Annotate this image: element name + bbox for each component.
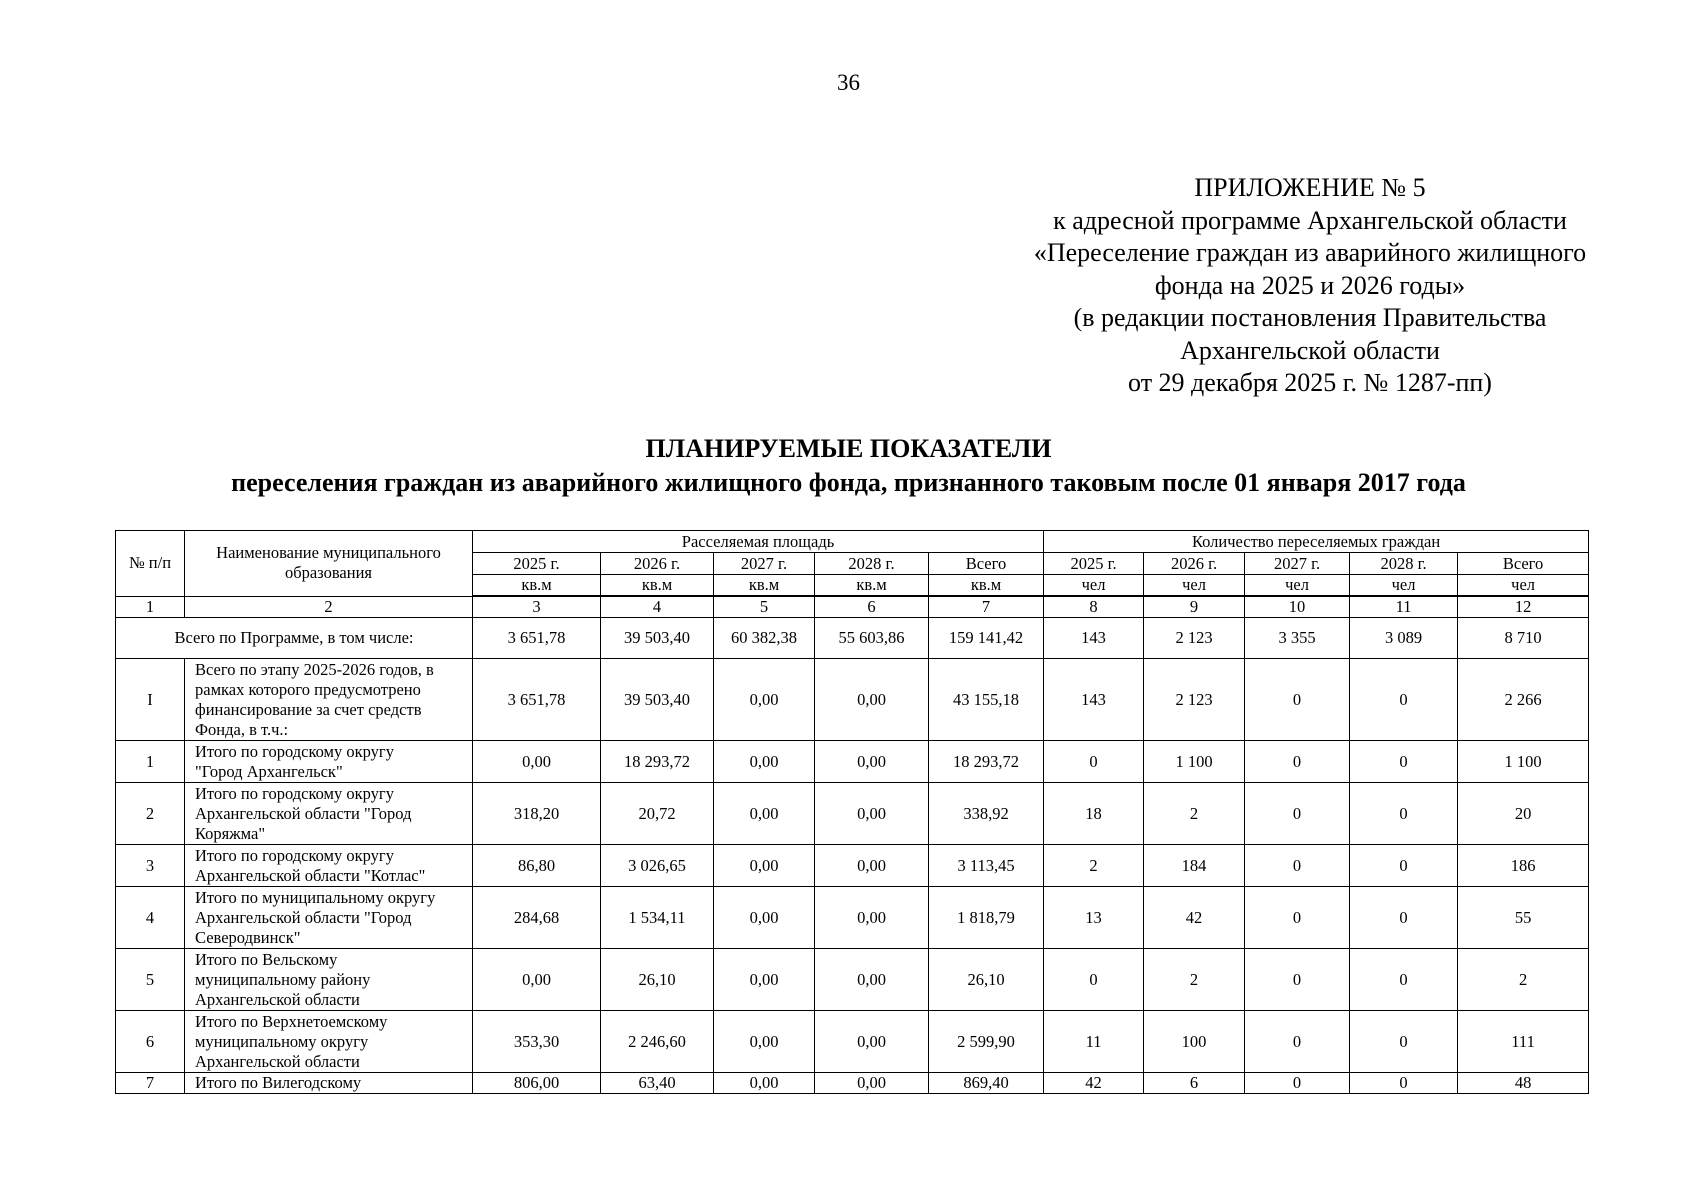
total-label: Всего по Программе, в том числе: <box>116 618 473 659</box>
header-row-column-numbers <box>116 596 1589 618</box>
row-name <box>185 741 473 783</box>
row-value: 0 <box>1245 783 1350 845</box>
row-name-line: Фонда, в т.ч.: <box>195 719 289 739</box>
row-value: 20,72 <box>601 783 714 845</box>
table-row <box>116 845 1589 887</box>
row-value: 0 <box>1245 1073 1350 1094</box>
row-value: 26,10 <box>929 949 1044 1011</box>
row-name-line: Архангельской области "Город <box>195 803 412 823</box>
header-year: 2025 г. <box>473 553 601 575</box>
row-value: 11 <box>1044 1011 1144 1073</box>
row-value: 0 <box>1350 1073 1458 1094</box>
header-year: 2027 г. <box>1245 553 1350 575</box>
row-value: 43 155,18 <box>929 659 1044 741</box>
header-area-group: Расселяемая площадь <box>473 531 1044 553</box>
row-name-line: Северодвинск" <box>195 927 301 947</box>
header-unit: чел <box>1245 575 1350 597</box>
header-year: 2025 г. <box>1044 553 1144 575</box>
row-name <box>185 659 473 741</box>
column-number: 2 <box>185 596 473 618</box>
row-value: 2 599,90 <box>929 1011 1044 1073</box>
row-name <box>185 1073 473 1094</box>
column-number: 11 <box>1350 596 1458 618</box>
row-name-line: финансирование за счет средств <box>195 699 422 719</box>
row-name-line: Архангельской области <box>195 1051 360 1071</box>
table-row <box>116 659 1589 741</box>
total-value: 159 141,42 <box>929 618 1044 659</box>
row-value: 0,00 <box>714 783 815 845</box>
title-main: ПЛАНИРУЕМЫЕ ПОКАЗАТЕЛИ <box>645 434 1052 463</box>
row-value: 0 <box>1350 659 1458 741</box>
row-value: 42 <box>1044 1073 1144 1094</box>
total-value: 3 089 <box>1350 618 1458 659</box>
row-value: 0,00 <box>815 659 929 741</box>
column-number: 6 <box>815 596 929 618</box>
row-number: 5 <box>116 949 185 1011</box>
row-number: I <box>116 659 185 741</box>
table-row <box>116 783 1589 845</box>
page-number: 36 <box>837 70 860 95</box>
header-unit: кв.м <box>815 575 929 597</box>
row-value: 1 100 <box>1144 741 1245 783</box>
row-value: 3 026,65 <box>601 845 714 887</box>
row-name-line: Итого по Верхнетоемскому <box>195 1011 388 1031</box>
table-row <box>116 887 1589 949</box>
header-unit: чел <box>1458 575 1589 597</box>
row-value: 0,00 <box>714 1073 815 1094</box>
header-year: 2028 г. <box>1350 553 1458 575</box>
header-unit: кв.м <box>929 575 1044 597</box>
header-unit: кв.м <box>714 575 815 597</box>
row-value: 0 <box>1350 887 1458 949</box>
header-people-group: Количество переселяемых граждан <box>1044 531 1589 553</box>
row-value: 186 <box>1458 845 1589 887</box>
row-value: 39 503,40 <box>601 659 714 741</box>
row-value: 0 <box>1044 949 1144 1011</box>
row-value: 0,00 <box>815 949 929 1011</box>
column-number: 9 <box>1144 596 1245 618</box>
row-value: 1 534,11 <box>601 887 714 949</box>
appendix-line: от 29 декабря 2025 г. № 1287-пп) <box>1128 368 1492 397</box>
row-value: 3 651,78 <box>473 659 601 741</box>
row-number: 4 <box>116 887 185 949</box>
row-value: 18 293,72 <box>601 741 714 783</box>
row-name <box>185 1011 473 1073</box>
row-name <box>185 949 473 1011</box>
row-value: 86,80 <box>473 845 601 887</box>
row-value: 0 <box>1245 887 1350 949</box>
row-value: 2 <box>1144 949 1245 1011</box>
table-row <box>116 741 1589 783</box>
row-value: 0,00 <box>714 949 815 1011</box>
row-value: 0,00 <box>714 1011 815 1073</box>
row-value: 3 113,45 <box>929 845 1044 887</box>
row-value: 0,00 <box>815 741 929 783</box>
row-name <box>185 845 473 887</box>
row-value: 18 293,72 <box>929 741 1044 783</box>
row-value: 55 <box>1458 887 1589 949</box>
row-value: 18 <box>1044 783 1144 845</box>
row-value: 48 <box>1458 1073 1589 1094</box>
total-value: 60 382,38 <box>714 618 815 659</box>
table-row <box>116 949 1589 1011</box>
appendix-line: ПРИЛОЖЕНИЕ № 5 <box>1194 173 1426 202</box>
column-number: 3 <box>473 596 601 618</box>
appendix-line: фонда на 2025 и 2026 годы» <box>1154 270 1466 300</box>
total-value: 55 603,86 <box>815 618 929 659</box>
row-value: 0 <box>1245 949 1350 1011</box>
row-value: 0 <box>1350 949 1458 1011</box>
document-title <box>0 432 1697 500</box>
row-value: 806,00 <box>473 1073 601 1094</box>
row-value: 0,00 <box>473 741 601 783</box>
row-value: 13 <box>1044 887 1144 949</box>
header-year: Всего <box>1458 553 1589 575</box>
row-value: 0,00 <box>815 887 929 949</box>
row-name-line: Итого по Вилегодскому <box>195 1073 362 1092</box>
indicators-table <box>115 530 1589 1094</box>
header-name: Наименование муниципального образования <box>185 531 473 597</box>
row-name-line: "Город Архангельск" <box>195 761 343 781</box>
row-name-line: Архангельской области <box>195 989 360 1009</box>
appendix-header <box>985 172 1635 400</box>
row-number: 7 <box>116 1073 185 1094</box>
row-value: 100 <box>1144 1011 1245 1073</box>
column-number: 8 <box>1044 596 1144 618</box>
header-year: Всего <box>929 553 1044 575</box>
row-value: 1 818,79 <box>929 887 1044 949</box>
header-num: № п/п <box>116 531 185 597</box>
row-name-line: Всего по этапу 2025-2026 годов, в <box>195 659 434 679</box>
total-value: 3 355 <box>1245 618 1350 659</box>
row-value: 2 <box>1458 949 1589 1011</box>
total-value: 143 <box>1044 618 1144 659</box>
row-value: 0,00 <box>714 845 815 887</box>
table-body <box>116 531 1589 1094</box>
total-value: 39 503,40 <box>601 618 714 659</box>
row-name <box>185 783 473 845</box>
row-value: 143 <box>1044 659 1144 741</box>
column-number: 5 <box>714 596 815 618</box>
row-value: 2 <box>1144 783 1245 845</box>
row-value: 0,00 <box>815 1073 929 1094</box>
row-value: 0 <box>1245 741 1350 783</box>
row-value: 0,00 <box>473 949 601 1011</box>
table-row <box>116 1011 1589 1073</box>
column-number: 4 <box>601 596 714 618</box>
row-name-line: Итого по городскому округу <box>195 845 394 865</box>
row-value: 0,00 <box>714 887 815 949</box>
row-name-line: Архангельской области "Город <box>195 907 412 927</box>
column-number: 12 <box>1458 596 1589 618</box>
row-value: 2 246,60 <box>601 1011 714 1073</box>
row-name-line: Коряжма" <box>195 823 266 843</box>
total-value: 8 710 <box>1458 618 1589 659</box>
row-number: 2 <box>116 783 185 845</box>
table-row <box>116 1073 1589 1094</box>
appendix-line: Архангельской области <box>1180 335 1440 365</box>
header-row-groups <box>116 531 1589 553</box>
row-value: 184 <box>1144 845 1245 887</box>
row-value: 6 <box>1144 1073 1245 1094</box>
row-value: 284,68 <box>473 887 601 949</box>
row-value: 2 <box>1044 845 1144 887</box>
row-name <box>185 887 473 949</box>
appendix-line: к адресной программе Архангельской области <box>1053 205 1567 235</box>
total-value: 2 123 <box>1144 618 1245 659</box>
row-value: 0 <box>1350 741 1458 783</box>
column-number: 10 <box>1245 596 1350 618</box>
row-name-line: Итого по городскому округу <box>195 741 394 761</box>
row-value: 2 123 <box>1144 659 1245 741</box>
row-value: 0 <box>1245 659 1350 741</box>
row-value: 111 <box>1458 1011 1589 1073</box>
header-unit: чел <box>1350 575 1458 597</box>
row-number: 1 <box>116 741 185 783</box>
header-unit: кв.м <box>601 575 714 597</box>
row-value: 0 <box>1350 1011 1458 1073</box>
title-subtitle: переселения граждан из аварийного жилищного фонда, признанного таковым после 01 января 2017 года <box>231 468 1466 497</box>
header-year: 2027 г. <box>714 553 815 575</box>
row-value: 0 <box>1044 741 1144 783</box>
row-value: 0,00 <box>815 783 929 845</box>
total-value: 3 651,78 <box>473 618 601 659</box>
row-value: 353,30 <box>473 1011 601 1073</box>
row-value: 0,00 <box>714 741 815 783</box>
row-value: 0,00 <box>815 845 929 887</box>
row-value: 0 <box>1245 1011 1350 1073</box>
row-number: 3 <box>116 845 185 887</box>
header-year: 2026 г. <box>601 553 714 575</box>
row-name-line: рамках которого предусмотрено <box>195 679 421 699</box>
row-value: 20 <box>1458 783 1589 845</box>
row-name-line: Архангельской области "Котлас" <box>195 865 426 885</box>
row-name-line: Итого по Вельскому <box>195 949 338 969</box>
table-row-total <box>116 618 1589 659</box>
row-value: 63,40 <box>601 1073 714 1094</box>
appendix-line: (в редакции постановления Правительства <box>1073 303 1547 332</box>
header-year: 2026 г. <box>1144 553 1245 575</box>
row-value: 26,10 <box>601 949 714 1011</box>
header-year: 2028 г. <box>815 553 929 575</box>
row-name-line: Итого по городскому округу <box>195 783 394 803</box>
appendix-line: «Переселение граждан из аварийного жилищного <box>1033 238 1587 267</box>
column-number: 7 <box>929 596 1044 618</box>
row-name-line: Итого по муниципальному округу <box>195 887 436 907</box>
row-name-line: муниципальному округу <box>195 1031 369 1051</box>
row-name-line: муниципальному району <box>195 969 371 989</box>
column-number: 1 <box>116 596 185 618</box>
row-value: 0,00 <box>714 659 815 741</box>
row-value: 42 <box>1144 887 1245 949</box>
row-value: 869,40 <box>929 1073 1044 1094</box>
row-value: 318,20 <box>473 783 601 845</box>
row-value: 0 <box>1350 845 1458 887</box>
row-value: 0 <box>1350 783 1458 845</box>
header-unit: чел <box>1144 575 1245 597</box>
row-number: 6 <box>116 1011 185 1073</box>
row-value: 1 100 <box>1458 741 1589 783</box>
header-unit: чел <box>1044 575 1144 597</box>
header-unit: кв.м <box>473 575 601 597</box>
row-value: 338,92 <box>929 783 1044 845</box>
row-value: 2 266 <box>1458 659 1589 741</box>
row-value: 0 <box>1245 845 1350 887</box>
row-value: 0,00 <box>815 1011 929 1073</box>
